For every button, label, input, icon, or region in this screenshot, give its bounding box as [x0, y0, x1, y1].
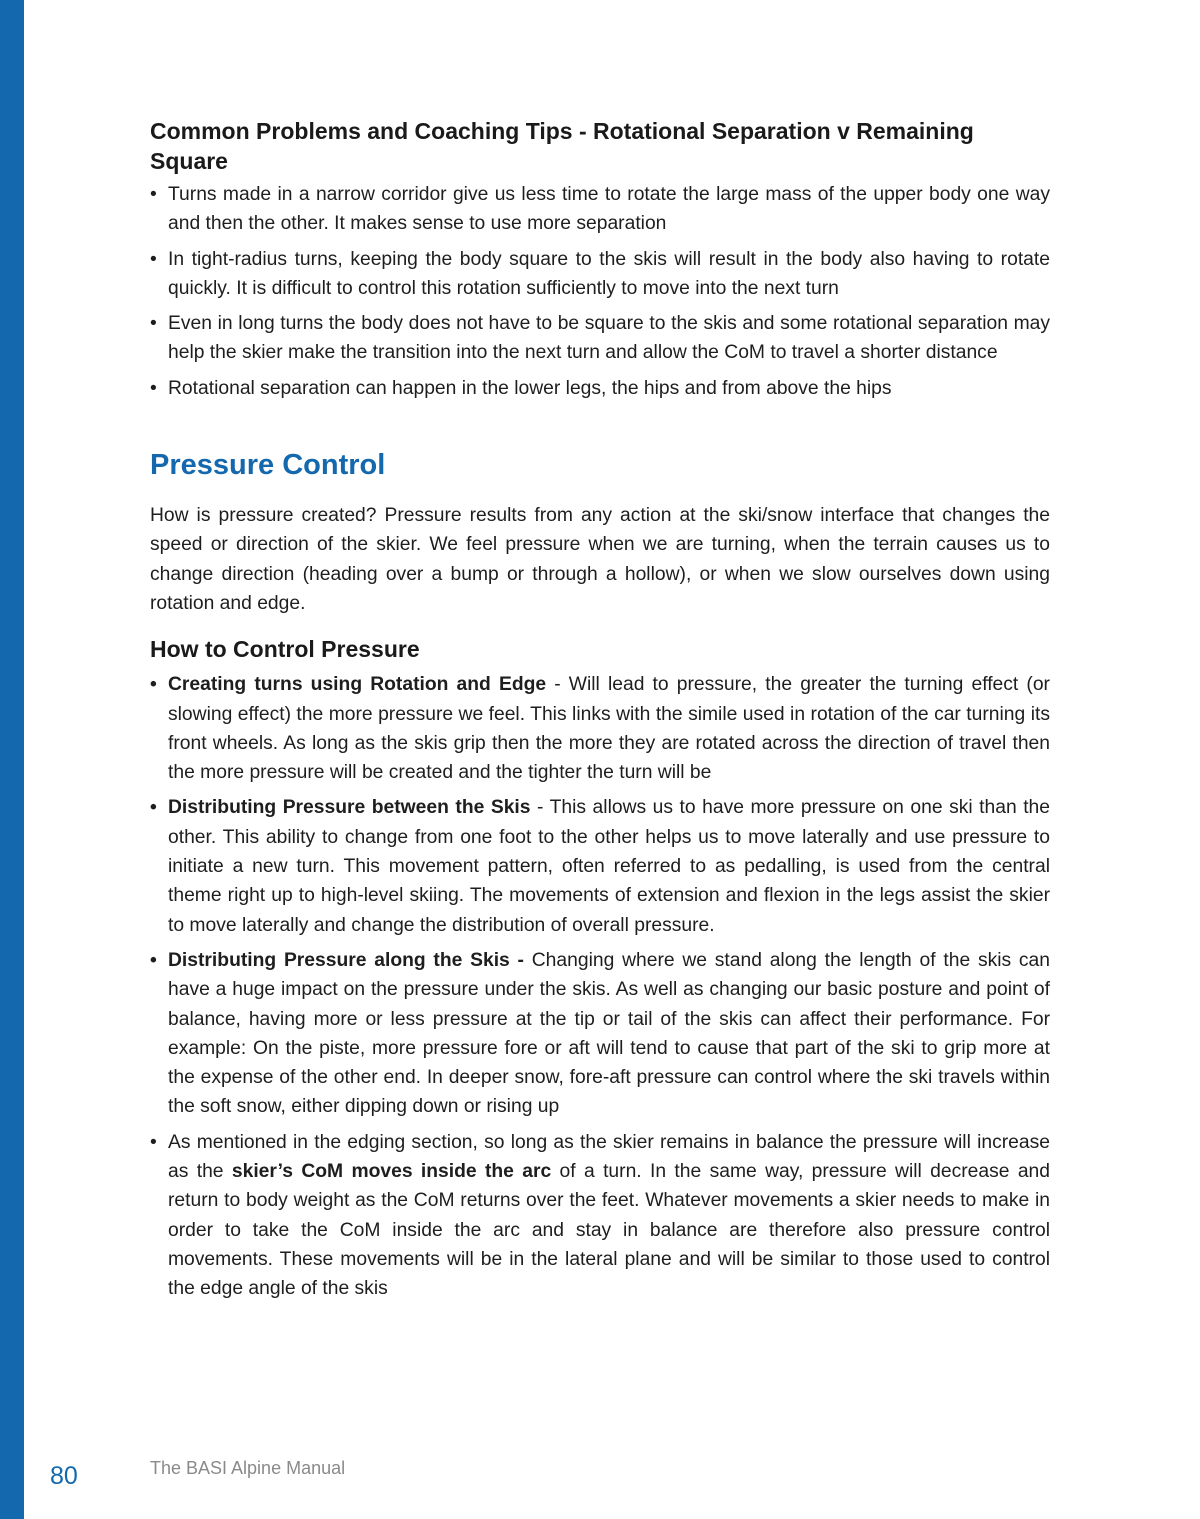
list-item: • In tight-radius turns, keeping the body square to the skis will result in the body also having to rotate quickly. It is difficult to control this rotation sufficiently to move into the next turn: [150, 245, 1050, 304]
bullet-icon: •: [150, 248, 157, 270]
intro-paragraph: How is pressure created? Pressure results from any action at the ski/snow interface that changes the speed or direction of the skier. We feel pressure when we are turning, when the terrain causes us to change direction (heading over a bump or through a hollow), or when we slow ourselves down using rotation and edge.: [150, 505, 1050, 614]
bullet-icon: •: [150, 184, 157, 205]
list-item: • Distributing Pressure along the Skis - Changing where we stand along the length of the skis can have a huge impact on the pressure under the skis. As well as changing our basic posture and point of balance, having more or less pressure at the tip or tail of the skis can affect their performance. For example: On the piste, more pressure fore or aft will tend to cause that part of the ski to grip more at the expense of the other end. In deeper snow, fore-aft pressure can control where the ski travels within the soft snow, either dipping down or rising up: [150, 946, 1050, 1122]
bullet-icon: •: [150, 1131, 157, 1153]
list-item: • Distributing Pressure between the Skis - This allows us to have more pressure on one ski than the other. This ability to change from one foot to the other helps us to move laterally and use pressure to initiate a new turn. This movement pattern, often referred to as pedalling, is used from the central theme right up to high-level skiing. The movements of extension and flexion in the legs assist the skier to move laterally and change the distribution of overall pressure.: [150, 793, 1050, 939]
list-item: • Creating turns using Rotation and Edge - Will lead to pressure, the greater the turning effect (or slowing effect) the more pressure we feel. This links with the simile used in rotation of the car turning its front wheels. As long as the skis grip then the more they are rotated across the direction of travel then the more pressure will be created and the tighter the turn will be: [150, 670, 1050, 787]
list-item: • As mentioned in the edging section, so long as the skier remains in balance the pressure will increase as the skier’s CoM moves inside the arc of a turn. In the same way, pressure will decrease and return to body weight as the CoM returns over the feet. Whatever movements a skier needs to make in order to take the CoM inside the arc and stay in balance are therefore also pressure control movements. These movements will be in the lateral plane and will be similar to those used to control the edge angle of the skis: [150, 1128, 1050, 1304]
list-item: • Even in long turns the body does not have to be square to the skis and some rotational separation may help the skier make the transition into the next turn and allow the CoM to travel a shorter distance: [150, 309, 1050, 368]
pressure-list-last: [150, 1128, 1050, 1304]
problems-title-line1: Common Problems and Coaching Tips - Rotational Separation v Remaining: [150, 118, 974, 144]
bullet-icon: •: [150, 313, 157, 335]
page-content: [150, 116, 1050, 1310]
bullet-icon: •: [150, 949, 157, 971]
page-number: 80: [50, 1462, 78, 1490]
pressure-list: [150, 670, 1050, 1121]
bullet-icon: •: [150, 674, 157, 696]
problems-list: [150, 180, 1050, 403]
list-item: • Turns made in a narrow corridor give us less time to rotate the large mass of the upper body one way and then the other. It makes sense to use more separation: [150, 180, 1050, 239]
how-to-heading: How to Control Pressure: [150, 636, 420, 663]
problems-title: [150, 116, 1050, 176]
side-color-bar: [0, 0, 24, 1519]
bullet-icon: •: [150, 377, 157, 399]
section-heading: Pressure Control: [150, 449, 386, 482]
problems-title-line2: Square: [150, 148, 228, 174]
list-item: • Rotational separation can happen in the lower legs, the hips and from above the hips: [150, 374, 1050, 403]
footer-title: The BASI Alpine Manual: [150, 1458, 346, 1478]
bullet-icon: •: [150, 797, 157, 819]
